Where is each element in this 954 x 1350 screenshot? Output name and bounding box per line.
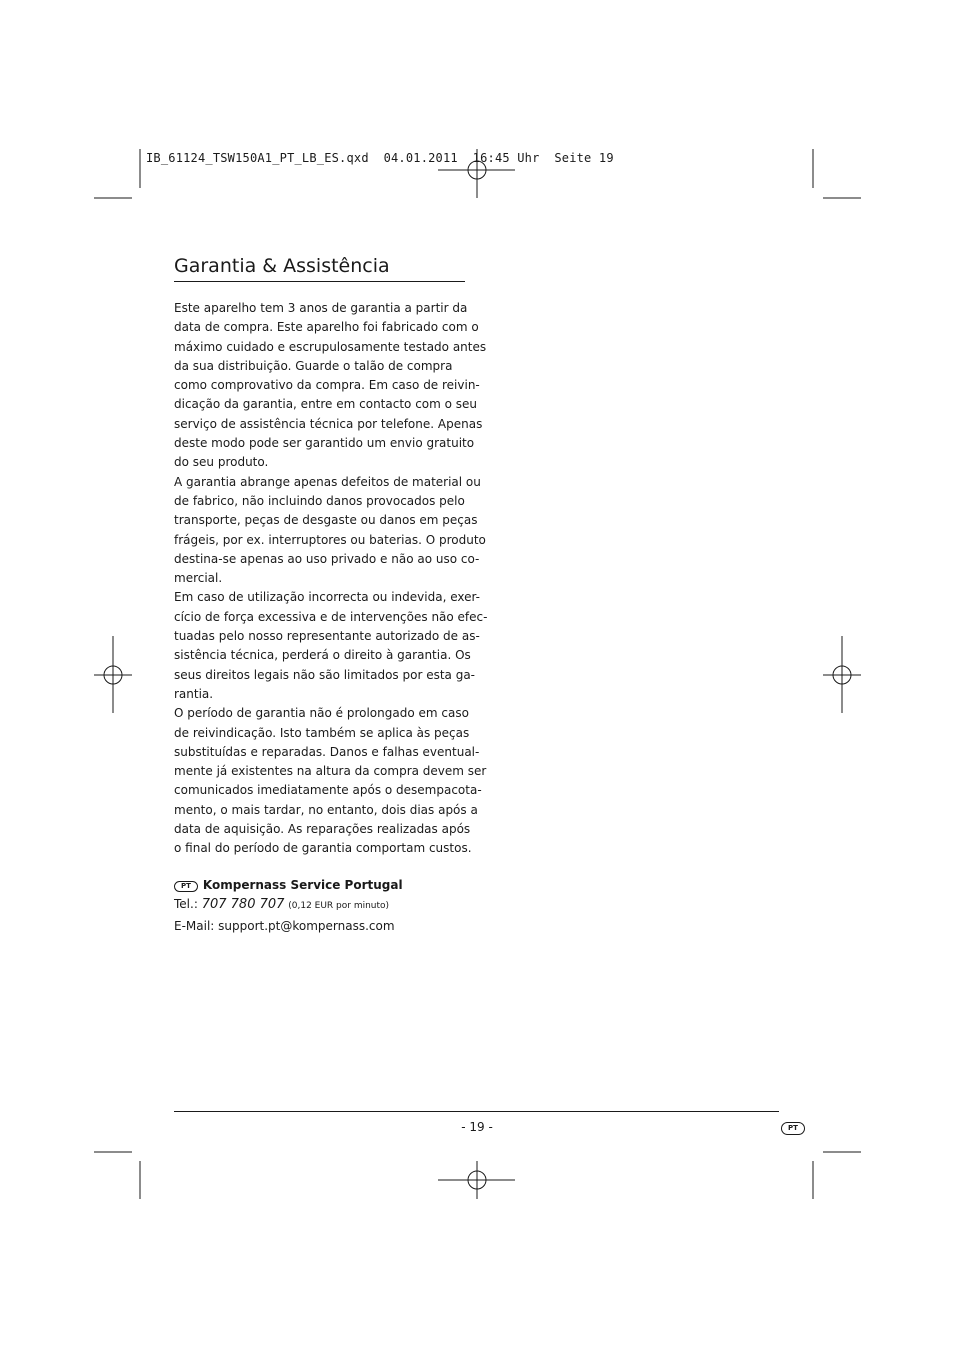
footer-country-badge: PT [781,1122,805,1135]
body-line: de fabrico, não incluindo danos provocados pelo [174,493,465,508]
body-line: mente já existentes na altura da compra devem ser [174,764,487,779]
body-line: A garantia abrange apenas defeitos de material ou [174,474,481,489]
tel-rate: (0,12 EUR por minuto) [288,901,390,912]
body-line: máximo cuidado e escrupulosamente testado antes [174,339,487,354]
page-number: - 19 - [461,1120,493,1134]
print-slug: IB_61124_TSW150A1_PT_LB_ES.qxd 04.01.2011 16:45 Uhr Seite 19 [146,151,614,165]
body-line: de reivindicação. Isto também se aplica às peças [174,725,470,740]
body-line: da sua distribuição. Guarde o talão de compra [174,358,453,373]
body-line: transporte, peças de desgaste ou danos em peças [174,513,478,528]
body-line: como comprovativo da compra. Em caso de reivin- [174,378,480,393]
email-line [174,917,494,936]
tel-label: Tel.: [174,897,198,912]
body-line: deste modo pode ser garantido um envio gratuito [174,436,475,451]
service-contact [174,876,494,936]
body-line: mento, o mais tardar, no entanto, dois dias após a [174,802,478,817]
body-line: comunicados imediatamente após o desempacota- [174,783,482,798]
body-line: Este aparelho tem 3 anos de garantia a partir da [174,301,468,315]
country-badge: PT [174,881,198,892]
body-line: rantia. [174,686,214,701]
email-label: E-Mail: [174,918,215,933]
tel-number[interactable]: 707 780 707 [201,897,285,913]
footer-rule [174,1111,779,1112]
body-line: seus direitos legais não são limitados por esta ga- [174,667,476,682]
body-line: dicação da garantia, entre em contacto com o seu [174,397,478,412]
warranty-body-text [174,299,488,859]
section-title: Garantia & Assistência [174,254,465,282]
body-line: cício de força excessiva e de intervenções não efec- [174,609,488,624]
body-line: substituídas e reparadas. Danos e falhas eventual- [174,744,480,759]
body-line: o final do período de garantia comportam custos. [174,841,472,856]
body-line: sistência técnica, perderá o direito à garantia. Os [174,648,471,663]
tel-line [174,895,494,916]
body-line: Em caso de utilização incorrecta ou indevida, exer- [174,590,480,605]
body-line: data de aquisição. As reparações realizadas após [174,822,471,837]
body-line: serviço de assistência técnica por telefone. Apenas [174,416,483,431]
service-name: Kompernass Service Portugal [202,878,403,892]
body-line: do seu produto. [174,455,269,470]
body-line: data de compra. Este aparelho foi fabricado com o [174,320,479,335]
body-line: destina-se apenas ao uso privado e não ao uso co- [174,551,480,566]
body-line: O período de garantia não é prolongado em caso [174,706,469,721]
email-address[interactable]: support.pt@kompernass.com [218,918,395,933]
body-line: mercial. [174,571,223,586]
body-line: tuadas pelo nosso representante autorizado de as- [174,629,480,644]
body-line: frágeis, por ex. interruptores ou baterias. O produto [174,532,486,547]
service-line [174,876,494,895]
